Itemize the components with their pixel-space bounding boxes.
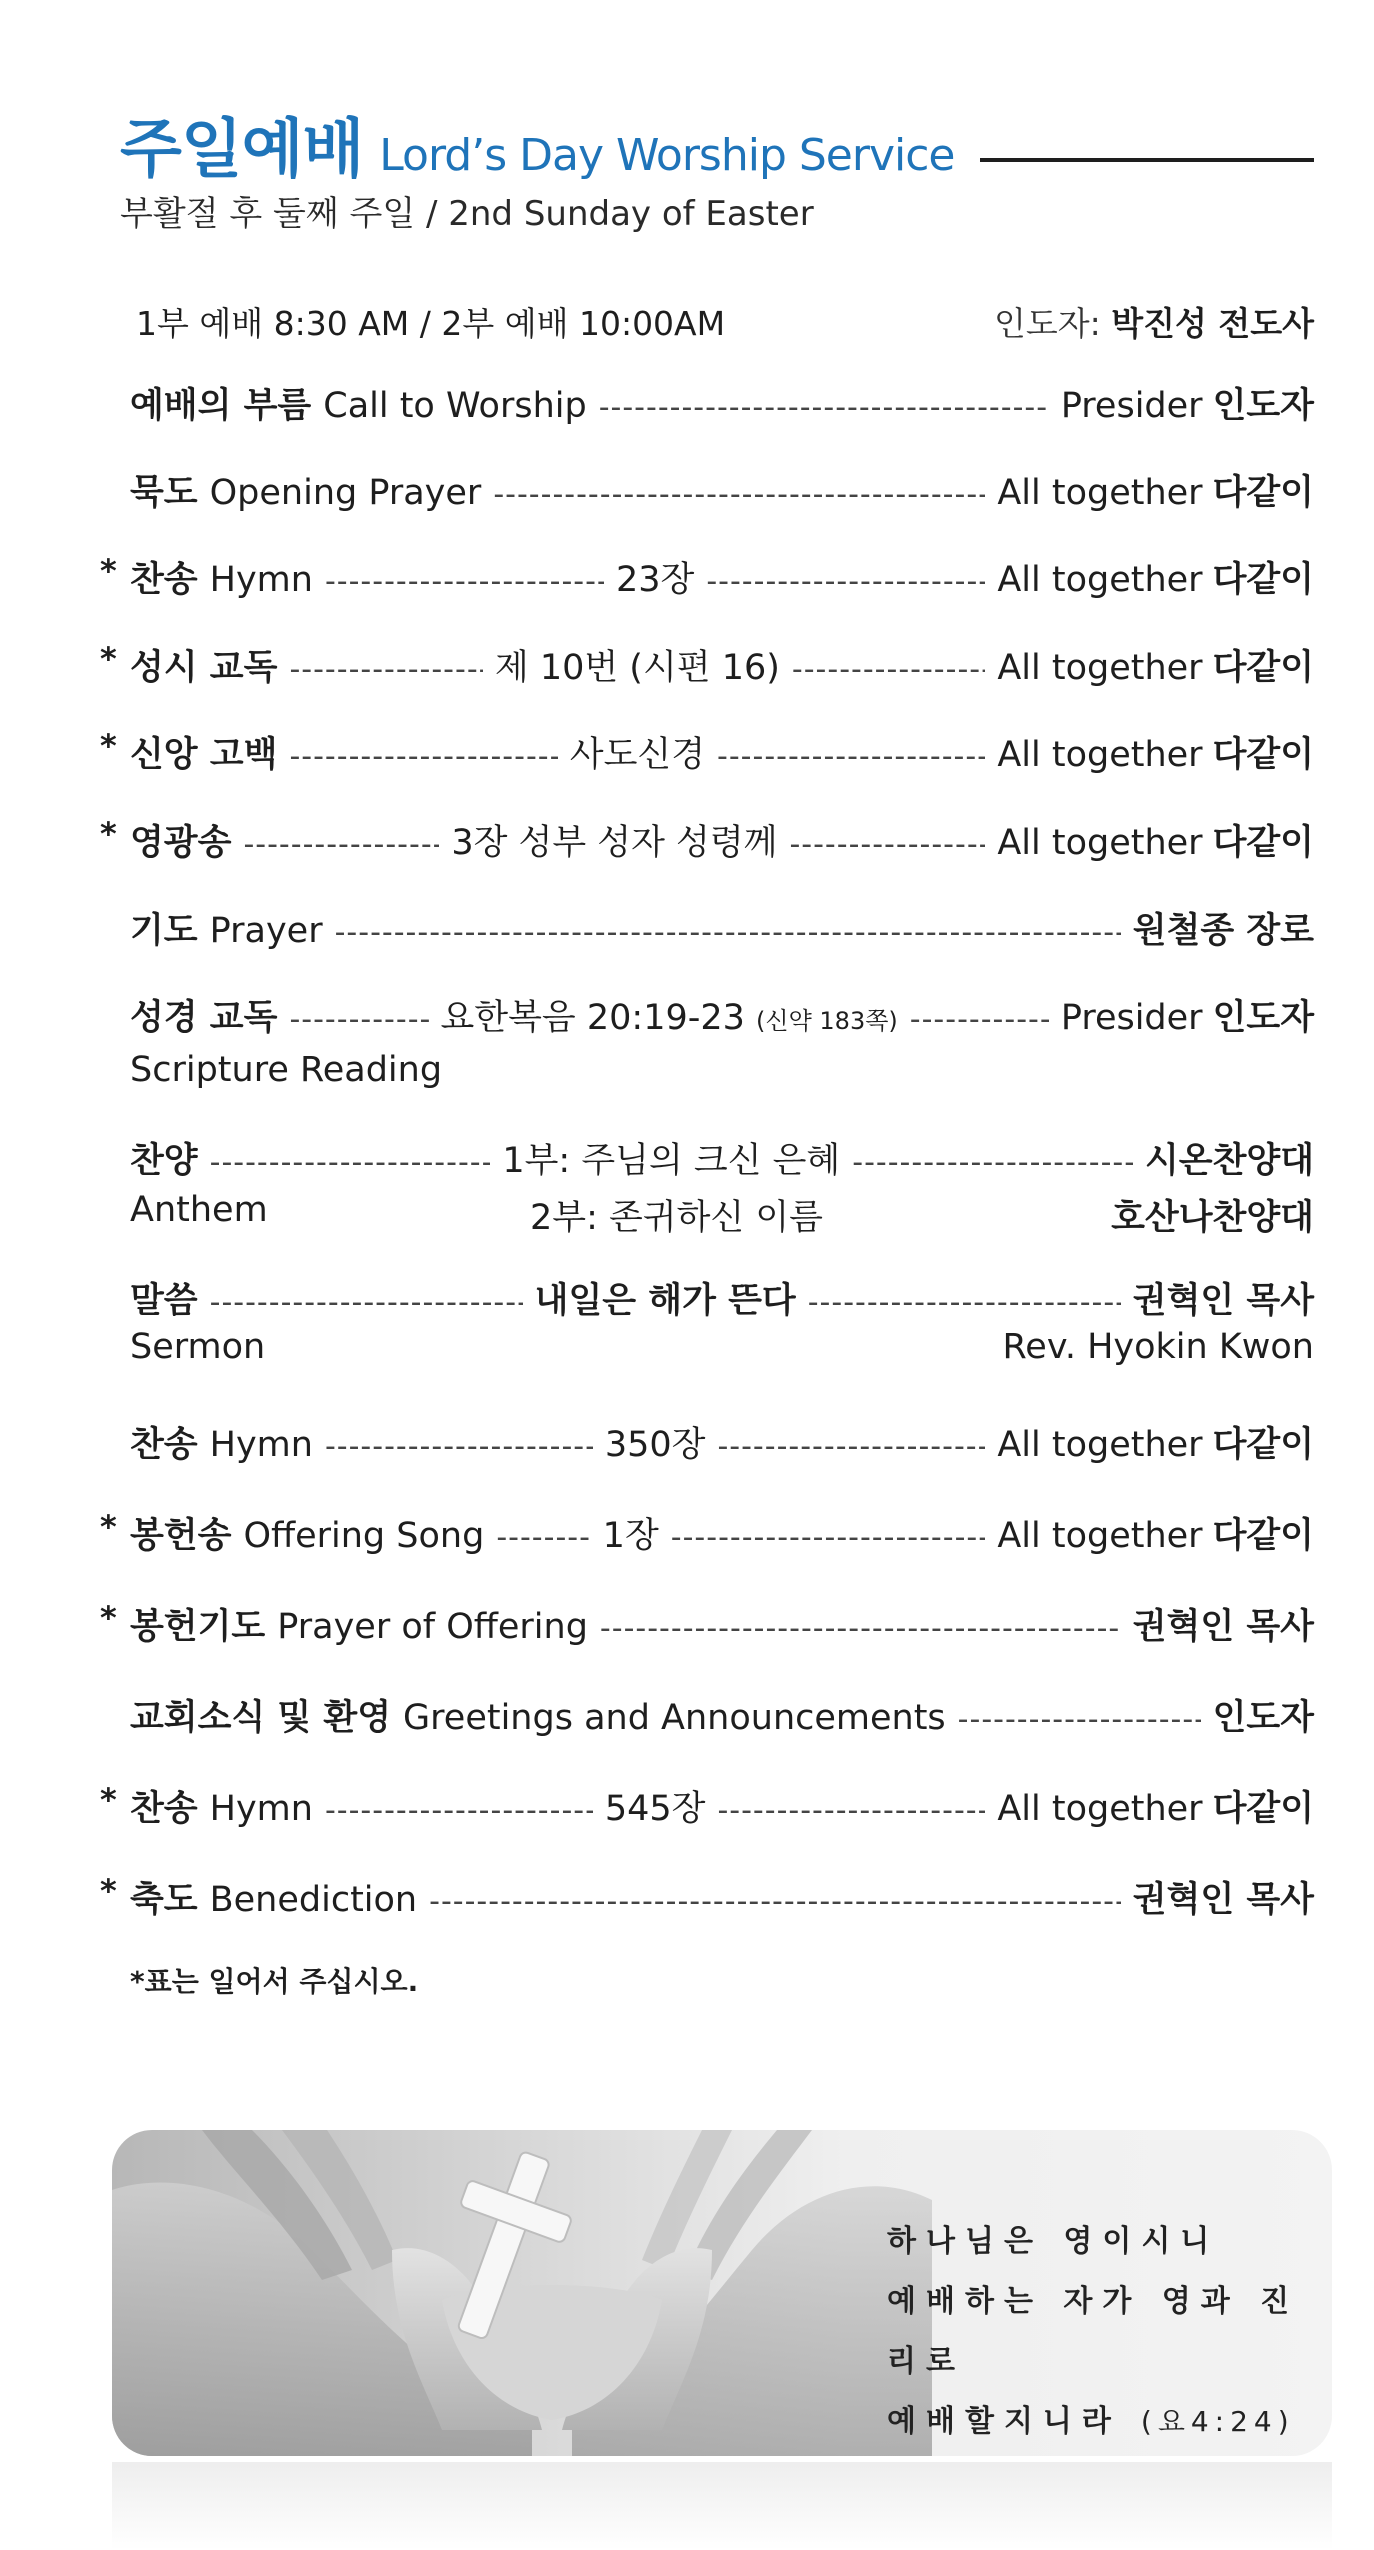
order-role-en: Presider xyxy=(1060,998,1203,1038)
order-row-hymn-350 xyxy=(130,1417,1314,1467)
dot-leader xyxy=(671,1520,986,1555)
standing-marker: * xyxy=(100,727,117,765)
order-role-ko: 인도자 xyxy=(1212,998,1315,1038)
dot-leader xyxy=(210,1145,491,1180)
order-row-announcements xyxy=(130,1690,1314,1740)
order-title-en: Opening Prayer xyxy=(209,473,482,513)
order-title-ko: 찬송 xyxy=(130,560,198,600)
verse-reference: (요4:24) xyxy=(1140,2405,1295,2438)
order-role-ko: 다같이 xyxy=(1212,473,1314,513)
order-title-ko: 묵도 xyxy=(130,473,198,513)
order-title-en: Sermon xyxy=(130,1327,266,1367)
order-title-en: Offering Song xyxy=(243,1516,485,1556)
dot-leader xyxy=(792,652,985,687)
order-role-en: All together xyxy=(997,648,1203,688)
order-role-en: All together xyxy=(997,1425,1203,1465)
dot-leader xyxy=(789,827,985,862)
order-title-ko: 교회소식 및 환영 xyxy=(130,1698,392,1738)
dot-leader xyxy=(717,1429,985,1464)
order-row-anthem xyxy=(130,1133,1314,1183)
title-english: Lord’s Day Worship Service xyxy=(379,130,955,181)
order-row-opening-prayer xyxy=(130,465,1314,515)
dot-leader xyxy=(493,477,985,512)
order-title-ko: 영광송 xyxy=(130,823,232,863)
order-role-ko: 다같이 xyxy=(1212,823,1314,863)
dot-leader xyxy=(210,1285,523,1320)
order-title-en: Scripture Reading xyxy=(130,1050,443,1090)
dot-leader xyxy=(243,827,439,862)
order-row-scripture xyxy=(130,990,1314,1040)
order-role-ko: 인도자 xyxy=(1212,386,1314,426)
verse-line-3-text: 예배할지니라 xyxy=(887,2404,1121,2439)
preacher-name-en: Rev. Hyokin Kwon xyxy=(1002,1327,1314,1367)
dot-leader xyxy=(958,1702,1201,1737)
order-row-call-to-worship xyxy=(130,378,1314,428)
order-row-hymn-545 xyxy=(100,1781,1315,1831)
standing-marker: * xyxy=(100,1599,117,1637)
dot-leader xyxy=(289,652,482,687)
dot-leader xyxy=(852,1145,1133,1180)
order-title-ko: 기도 xyxy=(130,911,198,951)
standing-marker: * xyxy=(100,552,117,590)
order-role-en: Presider xyxy=(1060,386,1203,426)
order-row-offering-song xyxy=(100,1508,1314,1558)
order-title-ko: 축도 xyxy=(130,1880,198,1920)
verse-line-3 xyxy=(887,2392,1332,2452)
dot-leader xyxy=(717,739,985,774)
scripture-passage xyxy=(441,990,898,1040)
dot-leader xyxy=(599,390,1049,425)
order-role-en: All together xyxy=(997,473,1203,513)
order-title-en: Hymn xyxy=(209,1425,313,1465)
service-times-text: 1부 예배 8:30 AM / 2부 예배 10:00AM xyxy=(136,304,726,343)
standing-marker: * xyxy=(100,640,117,678)
dot-leader xyxy=(335,915,1121,950)
anthem-second-service: 2부: 존귀하신 이름 xyxy=(530,1198,823,1238)
order-title-en: Greetings and Announcements xyxy=(403,1698,946,1738)
order-row-creed xyxy=(100,727,1315,777)
service-times xyxy=(136,298,1314,345)
order-row-gloria-patri xyxy=(100,815,1314,865)
choir-first-service: 시온찬양대 xyxy=(1144,1141,1315,1181)
order-role-ko: 다같이 xyxy=(1212,560,1314,600)
leader-label: 인도자: xyxy=(993,304,1101,343)
dot-leader xyxy=(289,739,557,774)
order-title-ko: 예배의 부름 xyxy=(130,386,312,426)
leader-name: 박진성 전도사 xyxy=(1111,304,1314,343)
dot-leader xyxy=(325,1429,593,1464)
sermon-title: 내일은 해가 뜬다 xyxy=(534,1281,796,1321)
order-role-en: All together xyxy=(997,735,1203,775)
order-detail: 350장 xyxy=(604,1425,706,1465)
order-detail: 1장 xyxy=(602,1516,659,1556)
dot-leader xyxy=(429,1884,1121,1919)
order-role-ko: 다같이 xyxy=(1212,648,1315,688)
order-role-en: All together xyxy=(997,1789,1203,1829)
leader-info xyxy=(994,298,1314,345)
order-role-ko: 원철종 장로 xyxy=(1132,911,1314,951)
verse-line-1: 하나님은 영이시니 xyxy=(887,2224,1220,2259)
dot-leader xyxy=(600,1611,1121,1646)
dot-leader xyxy=(717,1793,985,1828)
scripture-verse xyxy=(887,2212,1332,2452)
order-role-en: All together xyxy=(997,1516,1203,1556)
standing-marker: * xyxy=(100,815,117,853)
order-role-ko: 다같이 xyxy=(1212,1516,1314,1556)
order-row-prayer xyxy=(130,903,1314,953)
preacher-name: 권혁인 목사 xyxy=(1132,1281,1315,1321)
order-role-ko: 다같이 xyxy=(1212,1789,1315,1829)
image-reflection xyxy=(112,2462,1332,2550)
order-role-ko: 권혁인 목사 xyxy=(1132,1607,1314,1647)
standing-marker: * xyxy=(100,1508,117,1546)
order-detail: 3장 성부 성자 성령께 xyxy=(451,823,778,863)
order-detail: 23장 xyxy=(615,560,695,600)
order-title-en: Anthem xyxy=(130,1190,268,1230)
order-title-en: Hymn xyxy=(209,1789,313,1829)
dot-leader xyxy=(808,1285,1121,1320)
order-title-ko: 신앙 고백 xyxy=(130,735,278,775)
dot-leader xyxy=(496,1520,590,1555)
anthem-first-service: 1부: 주님의 크신 은혜 xyxy=(502,1141,841,1181)
page-header xyxy=(120,82,1314,187)
order-title-ko: 말씀 xyxy=(130,1281,198,1321)
hands-cross-image xyxy=(112,2130,1332,2456)
title-korean: 주일예배 xyxy=(120,113,364,187)
order-role-ko: 인도자 xyxy=(1212,1698,1314,1738)
header-divider xyxy=(980,158,1314,162)
verse-line-2: 예배하는 자가 영과 진리로 xyxy=(887,2284,1300,2379)
order-title-ko: 성시 교독 xyxy=(130,648,278,688)
standing-marker: * xyxy=(100,1781,117,1819)
choir-second-service: 호산나찬양대 xyxy=(1111,1198,1314,1238)
order-detail: 제 10번 (시편 16) xyxy=(494,648,780,688)
order-title-ko: 봉헌송 xyxy=(130,1516,232,1556)
subtitle: 부활절 후 둘째 주일 / 2nd Sunday of Easter xyxy=(120,194,814,234)
order-role-ko: 다같이 xyxy=(1212,1425,1315,1465)
sermon-english-line xyxy=(130,1327,1314,1367)
standing-note: *표는 일어서 주십시오. xyxy=(130,1965,419,1998)
order-row-benediction xyxy=(100,1872,1314,1922)
order-role-en: All together xyxy=(997,560,1203,600)
standing-marker: * xyxy=(100,1872,117,1910)
order-title-ko: 찬송 xyxy=(130,1425,198,1465)
order-title-ko: 봉헌기도 xyxy=(130,1607,266,1647)
order-row-responsive-reading xyxy=(100,640,1315,690)
scripture-page: (신약 183쪽) xyxy=(756,1007,898,1035)
order-detail: 545장 xyxy=(604,1789,706,1829)
order-title-ko: 성경 교독 xyxy=(130,998,278,1038)
order-role-en: All together xyxy=(997,823,1203,863)
order-row-hymn-23 xyxy=(100,552,1314,602)
dot-leader xyxy=(289,1002,428,1037)
order-role-ko: 권혁인 목사 xyxy=(1132,1880,1314,1920)
order-title-ko: 찬양 xyxy=(130,1141,198,1181)
order-role-ko: 다같이 xyxy=(1212,735,1315,775)
dot-leader xyxy=(325,564,604,599)
dot-leader xyxy=(910,1002,1049,1037)
anthem-second-line xyxy=(130,1190,1314,1240)
order-title-ko: 찬송 xyxy=(130,1789,198,1829)
order-row-sermon xyxy=(130,1273,1314,1323)
dot-leader xyxy=(325,1793,593,1828)
order-title-en: Call to Worship xyxy=(323,386,587,426)
order-title-en: Benediction xyxy=(209,1880,418,1920)
scripture-reference: 요한복음 20:19-23 xyxy=(440,998,745,1038)
dot-leader xyxy=(706,564,985,599)
order-title-en: Prayer xyxy=(209,911,323,951)
order-title-en: Hymn xyxy=(209,560,313,600)
order-title-en: Prayer of Offering xyxy=(277,1607,588,1647)
order-detail: 사도신경 xyxy=(569,735,706,775)
scripture-english-line xyxy=(130,1050,1314,1090)
order-row-offering-prayer xyxy=(100,1599,1314,1649)
